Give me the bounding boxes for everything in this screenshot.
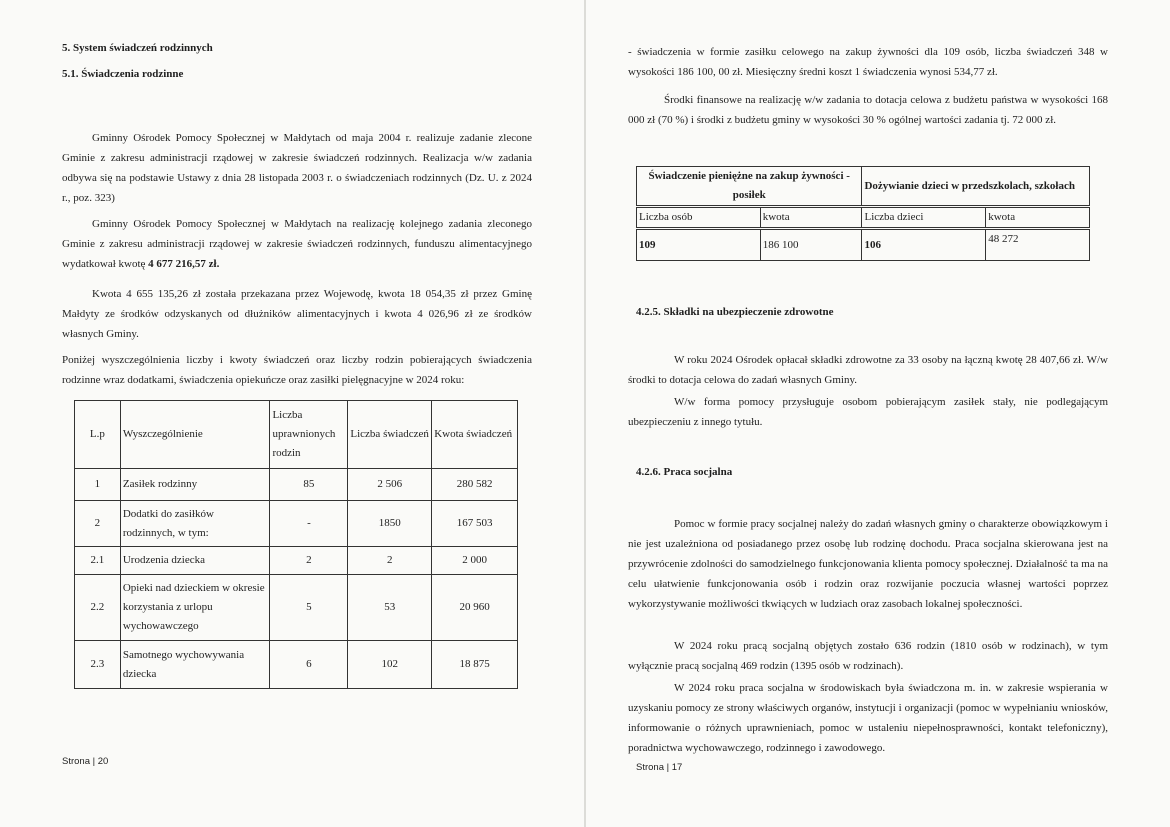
paragraph: Gminny Ośrodek Pomocy Społecznej w Małdytach na realizację kolejnego zadania zleconego Gminie z zakresu administracji rządowej w zakresie świadczeń rodzinnych, funduszu alimentacyjnego wydatkował kwotę 4 677 216,57 zł. xyxy=(62,218,532,270)
paragraph: Pomoc w formie pracy socjalnej należy do zadań własnych gminy o charakterze obowiązkowym i nie jest uzależniona od posiadanego przez osobę lub rodzinę dochodu. Praca socjalna skierowana jest na przywrócenie zdolności do samodzielnego funkcjonowania klienta pomocy społecznej. Działalność ta ma na celu ułatwienie funkcjonowania osób i rodzin oraz rozwijanie poczucia własnej wartości poprzez wykorzystywanie możliwości tkwiących w ludziach oraz zasobach lokalnej społeczności. xyxy=(628,518,1108,610)
table-header-row xyxy=(637,167,1090,207)
table-header: kwota xyxy=(760,207,862,229)
page-footer: Strona | 20 xyxy=(62,756,109,767)
benefits-table xyxy=(74,400,518,689)
table-cell: 109 xyxy=(637,229,761,261)
left-page xyxy=(0,0,584,827)
paragraph: - świadczenia w formie zasiłku celowego na zakup żywności dla 109 osób, liczba świadczeń 348 w wysokości 186 100, 00 zł. Miesięczny średni koszt 1 świadczenia wynosi 534,77 zł. xyxy=(628,46,1108,78)
paragraph: W/w forma pomocy przysługuje osobom pobierającym zasiłek stały, nie podlegającym ubezpieczeniu z innego tytułu. xyxy=(628,396,1108,428)
table-header: Wyszczególnienie xyxy=(120,401,270,469)
table-cell: - xyxy=(270,501,348,547)
table-cell: 106 xyxy=(862,229,986,261)
table-row xyxy=(75,575,518,641)
paragraph: Gminny Ośrodek Pomocy Społecznej w Małdytach od maja 2004 r. realizuje zadanie zlecone Gminie z zakresu administracji rządowej w zakresie świadczeń rodzinnych. Realizacja w/w zadania odbywa się na podstawie Ustawy z dnia 28 listopada 2003 r. o świadczeniach rodzinnych (Dz. U. z 2024 r., poz. 323) xyxy=(62,132,532,204)
paragraph: Poniżej wyszczególnienia liczby i kwoty świadczeń oraz liczby rodzin pobierających świadczenia rodzinne wraz dodatkami, świadczenia opiekuńcze oraz zasiłki pielęgnacyjne w 2024 roku: xyxy=(62,354,532,386)
table-cell: Urodzenia dziecka xyxy=(120,547,270,575)
section-heading-4-2-5: 4.2.5. Składki na ubezpieczenie zdrowotne xyxy=(636,306,834,318)
paragraph: W roku 2024 Ośrodek opłacał składki zdrowotne za 33 osoby na łączną kwotę 28 407,66 zł. W/w środki to dotacja celowa do zadań własnych Gminy. xyxy=(628,354,1108,386)
table-cell: Zasiłek rodzinny xyxy=(120,469,270,501)
page-footer: Strona | 17 xyxy=(636,762,683,773)
table-header: Liczba osób xyxy=(637,207,761,229)
table-cell: Opieki nad dzieckiem w okresie korzystania z urlopu wychowawczego xyxy=(120,575,270,641)
right-page xyxy=(586,0,1170,827)
table-cell: 2 xyxy=(75,501,121,547)
table-cell: 2 xyxy=(348,547,432,575)
table-header: Kwota świadczeń xyxy=(432,401,518,469)
table-cell: Dodatki do zasiłków rodzinnych, w tym: xyxy=(120,501,270,547)
section-heading-5: 5. System świadczeń rodzinnych xyxy=(62,42,213,54)
table-header: kwota xyxy=(986,207,1090,229)
table-cell: 2 000 xyxy=(432,547,518,575)
table-cell: 280 582 xyxy=(432,469,518,501)
food-aid-table xyxy=(636,166,1090,261)
table-cell: 5 xyxy=(270,575,348,641)
table-header: Liczba świadczeń xyxy=(348,401,432,469)
table-header-row xyxy=(75,401,518,469)
table-cell: 48 272 xyxy=(986,229,1090,261)
table-group-header: Świadczenie pieniężne na zakup żywności - posiłek xyxy=(637,167,862,207)
table-cell: 53 xyxy=(348,575,432,641)
table-row xyxy=(75,641,518,689)
table-cell: 1850 xyxy=(348,501,432,547)
table-cell: 2.3 xyxy=(75,641,121,689)
table-row xyxy=(75,547,518,575)
table-cell: 85 xyxy=(270,469,348,501)
table-header: Liczba uprawnionych rodzin xyxy=(270,401,348,469)
table-group-header: Dożywianie dzieci w przedszkolach, szkołach xyxy=(862,167,1090,207)
table-cell: 6 xyxy=(270,641,348,689)
table-row xyxy=(637,229,1090,261)
section-heading-5-1: 5.1. Świadczenia rodzinne xyxy=(62,68,184,80)
table-cell: 1 xyxy=(75,469,121,501)
table-row xyxy=(75,501,518,547)
paragraph: Kwota 4 655 135,26 zł została przekazana przez Wojewodę, kwota 18 054,35 zł przez Gminę Małdyty ze środków odzyskanych od dłużników alimentacyjnych i kwota 4 026,96 zł ze środków własnych Gminy. xyxy=(62,288,532,340)
table-cell: 167 503 xyxy=(432,501,518,547)
table-cell: 20 960 xyxy=(432,575,518,641)
table-row xyxy=(75,469,518,501)
table-subheader-row xyxy=(637,207,1090,229)
paragraph: W 2024 roku praca socjalna w środowiskach była świadczona m. in. w zakresie wspierania w uzyskaniu pomocy ze strony właściwych organów, instytucji i organizacji (pomoc w wypełnianiu wniosków, informowanie o różnych uprawnieniach, pomoc w ustaleniu niepełnosprawności, kontakt telefoniczny), poradnictwa wychowawczego, rodzinnego i zawodowego. xyxy=(628,682,1108,754)
total-amount: 4 677 216,57 zł. xyxy=(148,258,220,270)
table-cell: 2.1 xyxy=(75,547,121,575)
table-cell: Samotnego wychowywania dziecka xyxy=(120,641,270,689)
paragraph: W 2024 roku pracą socjalną objętych zostało 636 rodzin (1810 osób w rodzinach), w tym wyłącznie pracą socjalną 469 rodzin (1395 osób w rodzinach). xyxy=(628,640,1108,672)
table-header: Liczba dzieci xyxy=(862,207,986,229)
section-heading-4-2-6: 4.2.6. Praca socjalna xyxy=(636,466,733,478)
paragraph: Środki finansowe na realizację w/w zadania to dotacja celowa z budżetu państwa w wysokości 168 000 zł (70 %) i środki z budżetu gminy w wysokości 30 % ogólnej wartości zadania tj. 72 000 zł. xyxy=(628,94,1108,126)
table-cell: 2 xyxy=(270,547,348,575)
table-cell: 18 875 xyxy=(432,641,518,689)
table-cell: 2 506 xyxy=(348,469,432,501)
table-cell: 102 xyxy=(348,641,432,689)
table-cell: 2.2 xyxy=(75,575,121,641)
table-header: L.p xyxy=(75,401,121,469)
table-cell: 186 100 xyxy=(760,229,862,261)
